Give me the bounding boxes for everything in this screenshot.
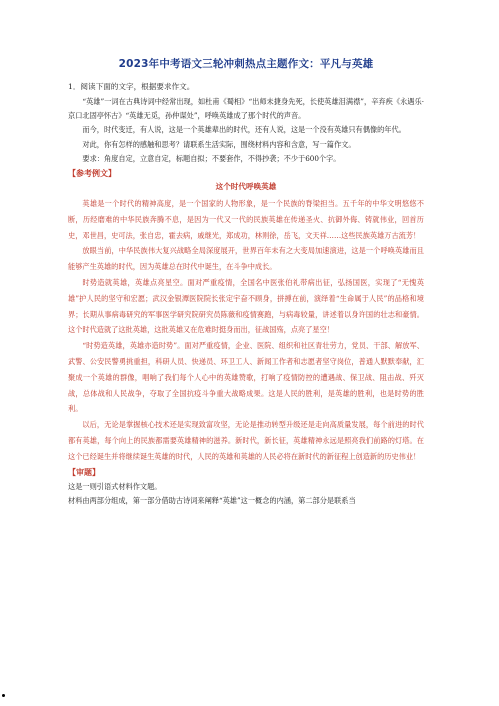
essay-paragraph: “时势造英雄，英雄亦造时势”。面对严重疫情，企业、医院、组织和社区青壮劳力，党员、干部、解放军、武警、公安民警勇挑重担，科研人员、快递员、环卫工人、新闻工作者和志愿者坚守岗位，普通人默默奉献，汇聚成一个英雄的群像，唱响了我们每个人心中的英雄赞歌，打响了疫情防控的遭遇战、保卫战、阻击战、歼灭战，总体战和人民战争，夺取了全国抗疫斗争重大战略成果。这是人民的胜利，是英雄的胜利，也是时势的胜利。 xyxy=(68,341,424,414)
essay-paragraph: 英雄是一个时代的精神高度，是一个国家的人物形象，是一个民族的脊梁担当。五千年的中华文明悠悠不断，历经磨难的中华民族奔腾不息，是因为一代又一代的民族英雄在传递圣火、抗御外侮、铸就伟业，回首历史，邓世昌，史可法，张自忠，霍去病，戚继光，郑成功，林则徐，岳飞，文天祥……这些民族英雄万古流芳！ xyxy=(68,199,424,240)
question-paragraph: 对此，你有怎样的感触和思考？请联系生活实际，围绕材料内容和含意，写一篇作文。 xyxy=(82,139,356,149)
essay-paragraph: 时势造就英雄，英雄点亮星空。面对严重疫情，全国名中医张伯礼带病出征，弘扬国医，实现了“无愧英雄”护人民的坚守和宏愿；武汉金银潭医院院长张定宇奋不顾身，拼搏在前，演绎着“生命属于人民”的品格和境界；长期从事病毒研究的军事医学研究院研究员陈薇和疫情赛跑，与病毒较量，讲述着以身许国的壮志和豪情。这个时代造就了这批英雄，这批英雄又在危难时挺身而出，征战国殇，点亮了星空！ xyxy=(68,278,424,335)
essay-paragraph: 放眼当前，中华民族伟大复兴战略全局深度展开，世界百年未有之大变局加速演进，这是一个呼唤英雄而且能够产生英雄的时代，因为英雄总在时代中诞生，在斗争中成长。 xyxy=(68,246,424,272)
document-title: 2023年中考语文三轮冲刺热点主题作文：平凡与英雄 xyxy=(118,58,374,70)
question-paragraph: 要求：角度自定，立意自定，标题自拟；不要套作，不得抄袭；不少于600个字。 xyxy=(82,153,341,163)
sample-essay-body xyxy=(68,196,424,465)
question-paragraph: “英雄”一词在古典诗词中经常出现，如杜甫《蜀相》“出师未捷身先死，长使英雄泪满襟”，辛弃疾《永遇乐·京口北固亭怀古》“英雄无觅，孙仲谋处”，呼唤英雄成了那个时代的声音。 xyxy=(68,97,424,121)
analysis-line: 这是一则引语式材料作文题。 xyxy=(68,481,162,491)
essay-paragraph: 以后，无论是掌握核心技术还是实现致富攻坚，无论是推动转型升级还是走向高质量发展，每个前进的时代都有英雄，每个向上的民族都需要英雄精神的滋养。新时代，新长征，英雄精神永远是照亮我们前路的灯塔。在这个已经诞生并将继续诞生英雄的时代，人民的英雄和英雄的人民必将在新时代的新征程上创造新的历史伟业！ xyxy=(68,420,424,461)
analysis-line: 材料由两部分组成，第一部分借助古诗词来阐释“英雄”这一概念的内涵，第二部分是联系当 xyxy=(68,495,356,505)
essay-title: 这个时代呼唤英雄 xyxy=(215,182,277,192)
analysis-label: 【审题】 xyxy=(68,467,100,477)
bullet-dot xyxy=(2,694,5,697)
document-page xyxy=(68,56,424,508)
question-paragraph: 而今，时代变迁，有人说，这是一个英雄辈出的时代，还有人说，这是一个没有英雄只有偶像的年代。 xyxy=(82,125,406,135)
question-heading: 1．阅读下面的文字，根据要求作文。 xyxy=(68,82,195,91)
question-block xyxy=(68,81,424,166)
sample-essay-label: 【参考例文】 xyxy=(68,169,116,179)
